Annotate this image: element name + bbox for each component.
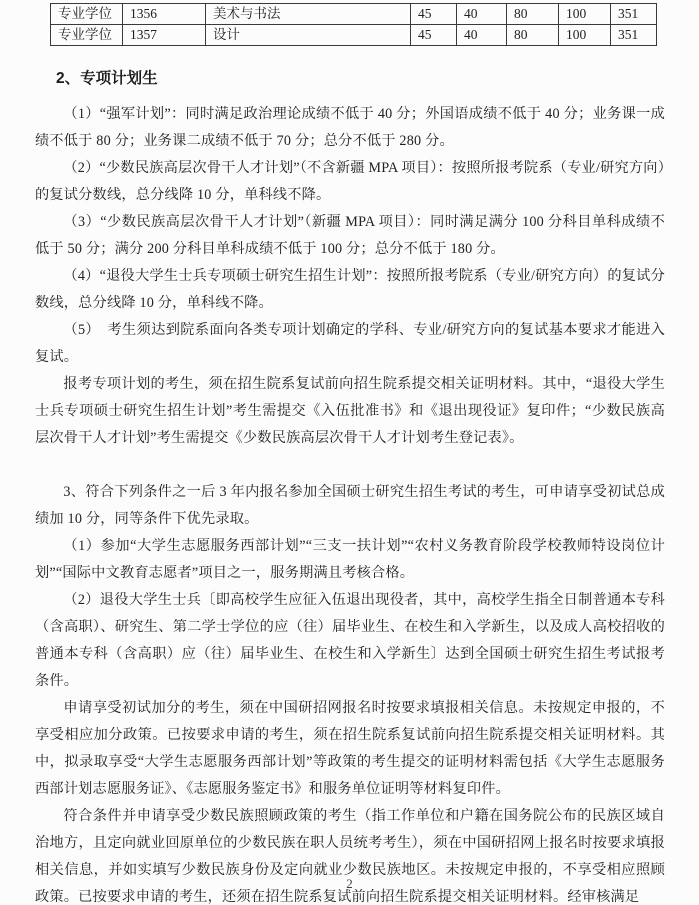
table-cell-score: 45 [411, 25, 457, 46]
paragraph-minority-care-policy: 符合条件并申请享受少数民族照顾政策的考生（指工作单位和户籍在国务院公布的民族区域自治地方，且定向就业回原单位的少数民族在职人员统考考生），须在中国研招网上报名时按要求填报相关信息，并如实填写少数民族身份及定向就业少数民族地区。未按规定申报的，不享受相应照顾政策。已按要求申请的考生，还须在招生院系复试前向招生院系提交相关证明材料。经审核满足 [35, 808, 665, 905]
paragraph-material-submission: 报考专项计划的考生，须在招生院系复试前向招生院系提交相关证明材料。其中，“退役大学生士兵专项硕士研究生招生计划”考生需提交《入伍批准书》和《退出现役证》复印件；“少数民族高层次骨干人才计划”考生需提交《少数民族高层次骨干人才计划考生登记表》。 [35, 376, 665, 446]
paragraph-bonus-policy-intro: 3、符合下列条件之一后 3 年内报名参加全国硕士研究生招生考试的考生，可申请享受初试总成绩加 10 分，同等条件下优先录取。 [35, 484, 665, 527]
page-number: 2 [346, 876, 353, 891]
table-cell-degree-type: 专业学位 [51, 4, 123, 25]
table-cell-score: 80 [507, 25, 559, 46]
table-cell-score: 100 [559, 25, 611, 46]
table-row [51, 4, 657, 25]
paragraph-bonus-condition-1: （1）参加“大学生志愿服务西部计划”“三支一扶计划”“农村义务教育阶段学校教师特设岗位计划”“国际中文教育志愿者”项目之一，服务期满且考核合格。 [35, 538, 665, 581]
paragraph-bonus-condition-2: （2）退役大学生士兵〔即高校学生应征入伍退出现役者，其中，高校学生指全日制普通本专科（含高职）、研究生、第二学士学位的应（往）届毕业生、在校生和入学新生，以及成人高校招收的普通本专科（含高职）应（往）届毕业生、在校生和入学新生〕达到全国硕士研究生招生考试报考条件。 [35, 592, 665, 689]
table-cell-degree-type: 专业学位 [51, 25, 123, 46]
table-cell-total: 351 [611, 4, 657, 25]
table-cell-major: 美术与书法 [206, 4, 411, 25]
paragraph-minority-plan-xinjiang-mpa: （3）“少数民族高层次骨干人才计划”（新疆 MPA 项目）：同时满足满分 100 分科目单科成绩不低于 50 分；满分 200 分科目单科成绩不低于 100 分；总分不低于 180 分。 [35, 214, 665, 257]
table-cell-total: 351 [611, 25, 657, 46]
table-row [51, 25, 657, 46]
admission-score-table [50, 3, 657, 46]
section-heading-special-plan: 2、专项计划生 [56, 70, 158, 87]
table-cell-score: 40 [457, 25, 507, 46]
table-cell-code: 1356 [123, 4, 206, 25]
table-cell-score: 45 [411, 4, 457, 25]
table-cell-code: 1357 [123, 25, 206, 46]
paragraph-minority-plan-non-xinjiang: （2）“少数民族高层次骨干人才计划”（不含新疆 MPA 项目）：按照所报考院系（专业/研究方向）的复试分数线，总分线降 10 分，单科线不降。 [35, 160, 665, 203]
paragraph-bonus-application: 申请享受初试加分的考生，须在中国研招网报名时按要求填报相关信息。未按规定申报的，不享受相应加分政策。已按要求申请的考生，须在招生院系复试前向招生院系提交相关证明材料。其中，拟录取享受“大学生志愿服务西部计划”等政策的考生提交的证明材料需包括《大学生志愿服务西部计划志愿服务证》、《志愿服务鉴定书》和服务单位证明等材料复印件。 [35, 700, 665, 797]
table-cell-score: 40 [457, 4, 507, 25]
table-cell-score: 100 [559, 4, 611, 25]
paragraph-qiangjun-plan: （1）“强军计划”：同时满足政治理论成绩不低于 40 分；外国语成绩不低于 40 分；业务课一成绩不低于 80 分；业务课二成绩不低于 70 分；总分不低于 280 分。 [35, 106, 665, 149]
table-cell-major: 设计 [206, 25, 411, 46]
table-cell-score: 80 [507, 4, 559, 25]
document-body [35, 101, 665, 905]
paragraph-veteran-plan: （4）“退役大学生士兵专项硕士研究生招生计划”：按照所报考院系（专业/研究方向）的复试分数线，总分线降 10 分，单科线不降。 [35, 268, 665, 311]
paragraph-retest-requirement: （5） 考生须达到院系面向各类专项计划确定的学科、专业/研究方向的复试基本要求才能进入复试。 [35, 322, 665, 365]
